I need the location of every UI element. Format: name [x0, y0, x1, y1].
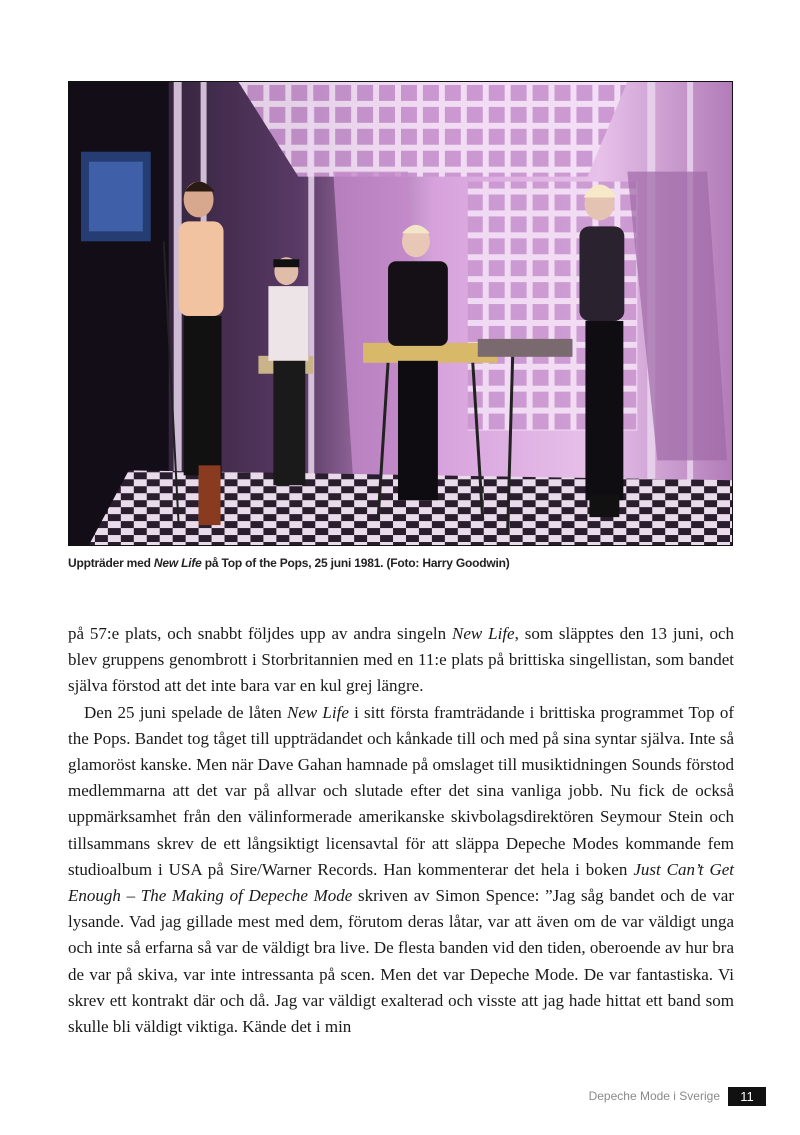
stage-photo-illustration: [69, 82, 732, 545]
p2-text-b: i sitt första framträdande i brittiska programmet Top of the Pops. Bandet tog tåget till uppträdandet och kånkade till och med på sina syntar själva. Inte så glamoröst kanske. Men när Dave Gahan hamnade på omslaget till musiktidningen Sounds förstod medlemmarna att det var på allvar och slutade efter det sina vanliga jobb. Nu fick de också uppmärksamhet från den välinformerade amerikanske skivbolagsdirektören Seymour Stein och tillsammans skrev de ett långsiktigt licensavtal för att släppa Depeche Modes kommande fem studioalbum i USA på Sire/Warner Records. Han kommenterar det hela i boken: [68, 702, 735, 879]
caption-prefix: Uppträder med: [68, 556, 154, 570]
body-text: [68, 621, 734, 1040]
paragraph-2: [68, 700, 734, 1041]
p1-text-a: på 57:e plats, och snabbt följdes upp av andra singeln: [68, 624, 453, 643]
photo-caption: [68, 556, 733, 570]
p2-text-c: skriven av Simon Spence: ”Jag såg bandet och de var lysande. Vad jag gillade mest med dem, förutom deras låtar, var att även om de var väldigt unga och inte så erfarna så var de väldigt bra live. De flesta banden vid den tiden, oberoende av hur bra de var på skiva, var inte intressanta på scen. Men det var Depeche Mode. De var fantastiska. Vi skrev ett kontrakt där och då. Jag var väldigt exalterad och visste att jag hade hittat ett band som skulle bli väldigt viktiga. Kände det i min: [68, 886, 734, 1037]
p2-song-title: New Life: [287, 702, 349, 722]
running-footer-title: Depeche Mode i Sverige: [588, 1089, 720, 1103]
page-number: 11: [728, 1087, 766, 1106]
p2-text-a: Den 25 juni spelade de låten: [84, 702, 287, 722]
p1-text-b: , som släpptes den 13 juni, och blev gruppens genombrott i Storbritannien med en 11:e plats på brittiska singellistan, som bandet själva förstod att det inte bara var en kul grej längre.: [68, 624, 734, 696]
caption-suffix: på Top of the Pops, 25 juni 1981. (Foto: Harry Goodwin): [201, 556, 510, 570]
paragraph-1: [68, 621, 734, 700]
stage-photo: [68, 81, 733, 546]
caption-song-title: New Life: [153, 556, 202, 570]
p1-song-title: New Life: [452, 624, 515, 643]
p2-book-title: Just Can’t Get Enough – The Making of Depeche Mode: [68, 859, 734, 906]
